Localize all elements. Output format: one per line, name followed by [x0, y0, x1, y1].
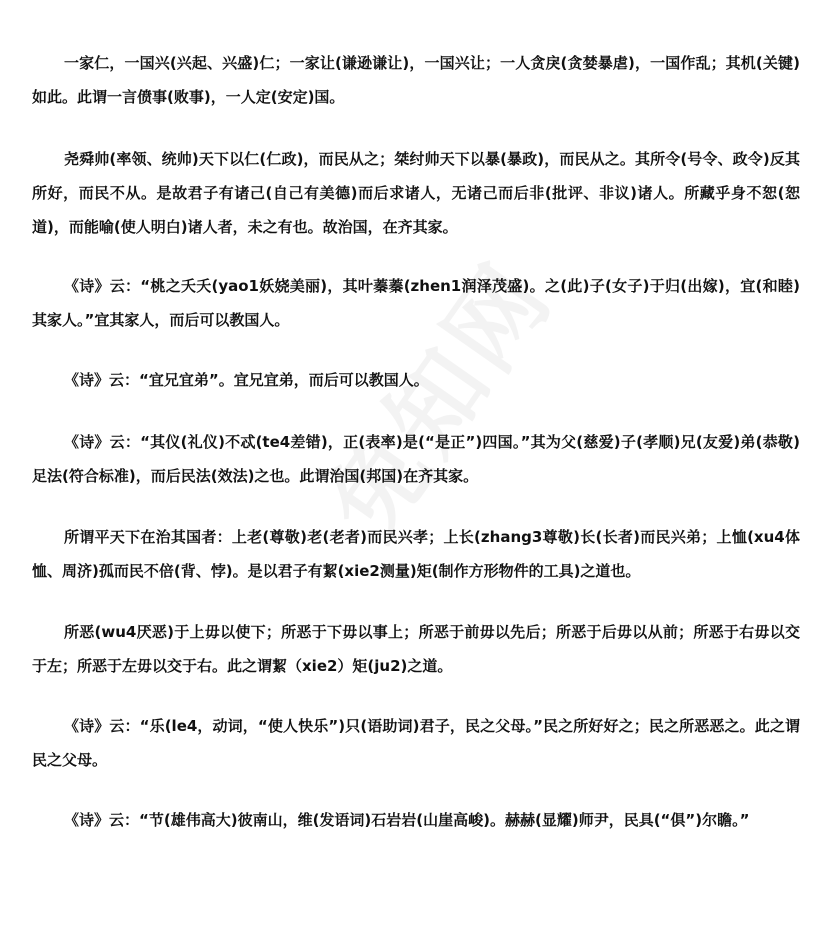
paragraph-8: 《诗》云：“乐(le4，动词，“使人快乐”)只(语助词)君子，民之父母。”民之所好好之；民之所恶恶之。此之谓民之父母。: [32, 717, 800, 769]
paragraph-6: 所谓平天下在治其国者：上老(尊敬)老(老者)而民兴孝；上长(zhang3尊敬)长(长者)而民兴弟；上恤(xu4体恤、周济)孤而民不倍(背、悖)。是以君子有絜(xie2测量)矩(制作方形物件的工具)之道也。: [32, 528, 800, 580]
paragraph-7: 所恶(wu4厌恶)于上毋以使下；所恶于下毋以事上；所恶于前毋以先后；所恶于后毋以从前；所恶于右毋以交于左；所恶于左毋以交于右。此之谓絜（xie2）矩(ju2)之道。: [32, 623, 800, 675]
paragraph-5: 《诗》云：“其仪(礼仪)不忒(te4差错)，正(表率)是(“是正”)四国。”其为父(慈爱)子(孝顺)兄(友爱)弟(恭敬)足法(符合标准)，而后民法(效法)之也。此谓治国(邦国)在齐其家。: [32, 433, 800, 485]
paragraph-3: 《诗》云：“桃之夭夭(yao1妖娆美丽)，其叶蓁蓁(zhen1润泽茂盛)。之(此)子(女子)于归(出嫁)，宜(和睦)其家人。”宜其家人，而后可以教国人。: [32, 277, 800, 329]
paragraph-9: 《诗》云：“节(雄伟高大)彼南山，维(发语词)石岩岩(山崖高峻)。赫赫(显耀)师尹，民具(“俱”)尔瞻。”: [64, 811, 750, 829]
paragraph-2: 尧舜帅(率领、统帅)天下以仁(仁政)，而民从之；桀纣帅天下以暴(暴政)，而民从之。其所令(号令、政令)反其所好，而民不从。是故君子有诸己(自己有美德)而后求诸人，无诸己而后非(批评、非议)诸人。所藏乎身不恕(恕道)，而能喻(使人明白)诸人者，未之有也。故治国，在齐其家。: [32, 150, 800, 236]
paragraph-4: 《诗》云：“宜兄宜弟”。宜兄宜弟，而后可以教国人。: [64, 371, 429, 389]
paragraph-1: 一家仁，一国兴(兴起、兴盛)仁；一家让(谦逊谦让)，一国兴让；一人贪戾(贪婪暴虐)，一国作乱；其机(关键)如此。此谓一言偾事(败事)，一人定(安定)国。: [32, 54, 800, 106]
